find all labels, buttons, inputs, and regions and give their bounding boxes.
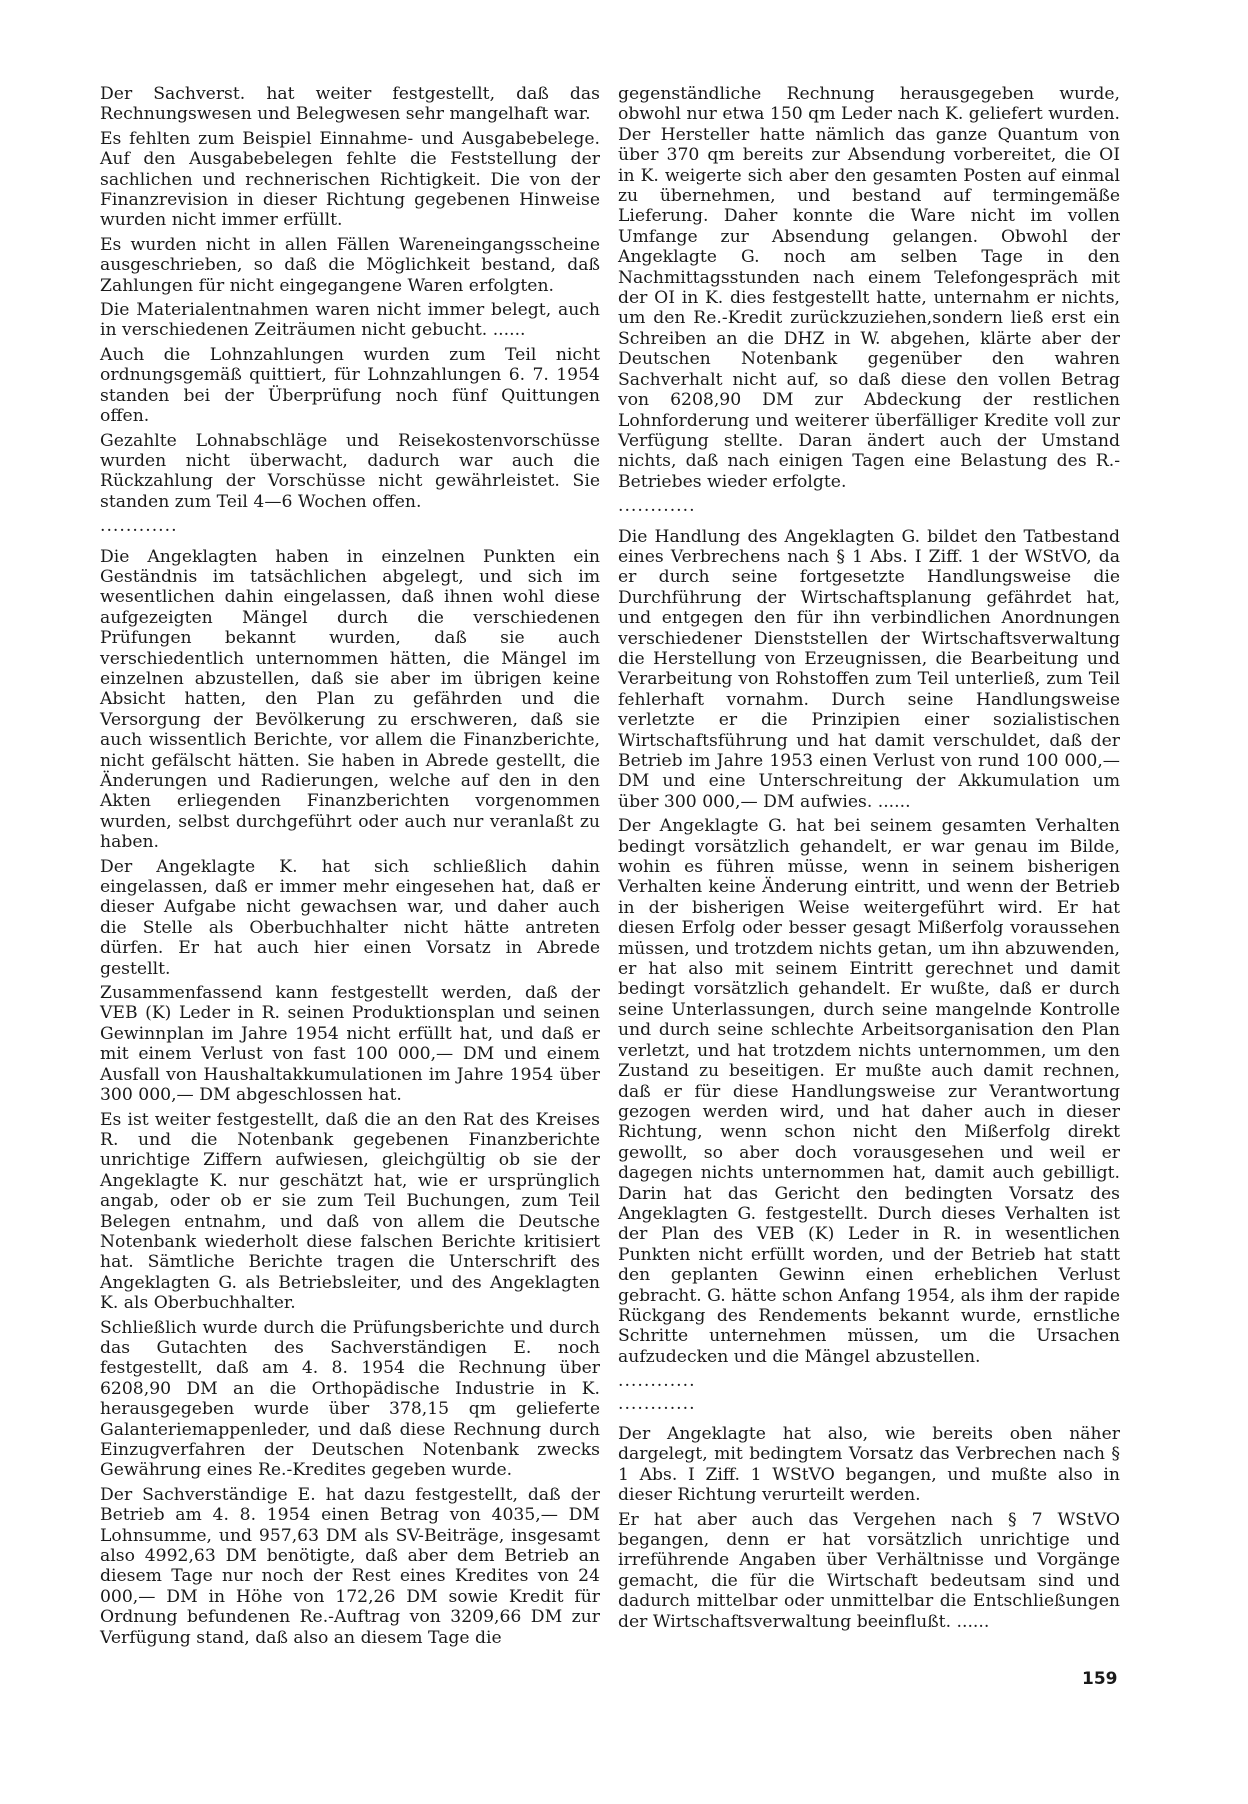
paragraph: Gezahlte Lohnabschläge und Reisekostenvorschüsse wurden nicht überwacht, dadurch war auch die Rückzahlung der Vorschüsse nicht gewährleistet. Sie standen zum Teil 4—6 Wochen offen. <box>100 430 600 512</box>
paragraph: Der Sachverständige E. hat dazu festgestellt, daß der Betrieb am 4. 8. 1954 einen Betrag von 4035,— DM Lohnsumme, und 957,63 DM als SV-Beiträge, insgesamt also 4992,63 DM benötigte, daß aber dem Betrieb an diesem Tage nur noch der Rest eines Kredites von 24 000,— DM in Höhe von 172,26 DM sowie Kredit für Ordnung befundenen Re.-Auftrag von 3209,66 DM zur Verfügung stand, daß also an diesem Tage die <box>100 1484 600 1648</box>
page-number: 159 <box>1082 1669 1118 1689</box>
paragraph: Die Handlung des Angeklagten G. bildet den Tatbestand eines Verbrechens nach § 1 Abs. I Ziff. 1 der WStVO, da er durch seine fortgesetzte Handlungsweise die Durchführung der Wirtschaftsplanung gefährdet hat, und entgegen den für ihn verbindlichen Anordnungen verschiedener Dienststellen der Wirtschaftsverwaltung die Herstellung von Erzeugnissen, die Bearbeitung und Verarbeitung von Rohstoffen zum Teil unterließ, zum Teil fehlerhaft vornahm. Durch seine Handlungsweise verletzte er die Prinzipien einer sozialistischen Wirtschaftsführung und hat damit verschuldet, daß der Betrieb im Jahre 1953 einen Verlust von rund 100 000,— DM und eine Unterschreitung der Akkumulation um über 300 000,— DM aufwies. ...... <box>618 526 1120 812</box>
paragraph: Schließlich wurde durch die Prüfungsberichte und durch das Gutachten des Sachverständigen E. noch festgestellt, daß am 4. 8. 1954 die Rechnung über 6208,90 DM an die Orthopädische Industrie in K. herausgegeben wurde über 378,15 qm gelieferte Galanteriemappenleder, und daß diese Rechnung durch Einzugverfahren der Deutschen Notenbank zwecks Gewährung eines Re.-Kredites gegeben wurde. <box>100 1317 600 1481</box>
paragraph: gegenständliche Rechnung herausgegeben wurde, obwohl nur etwa 150 qm Leder nach K. geliefert wurden. Der Hersteller hatte nämlich das ganze Quantum von über 370 qm bereits zur Absendung vorbereitet, die OI in K. weigerte sich aber den gesamten Posten auf einmal zu übernehmen, und bestand auf termingemäße Lieferung. Daher konnte die Ware nicht im vollen Umfange zur Absendung gelangen. Obwohl der Angeklagte G. noch am selben Tage in den Nachmittagsstunden nach einem Telefongespräch mit der OI in K. dies festgestellt hatte, unternahm er nichts, um den Re.-Kredit zurückzuziehen,sondern ließ erst ein Schreiben an die DHZ in W. abgehen, klärte aber der Deutschen Notenbank gegenüber den wahren Sachverhalt nicht auf, so daß diese den vollen Betrag von 6208,90 DM zur Abdeckung der restlichen Lohnforderung und weiterer überfälliger Kredite voll zur Verfügung stellte. Daran ändert auch der Umstand nichts, daß nach einigen Tagen eine Belastung des R.-Betriebes wieder erfolgte. <box>618 84 1120 492</box>
paragraph: Es fehlten zum Beispiel Einnahme- und Ausgabebelege. Auf den Ausgabebelegen fehlte die Feststellung der sachlichen und rechnerischen Richtigkeit. Die von der Finanzrevision in dieser Richtung gegebenen Hinweise wurden nicht immer erfüllt. <box>100 128 600 231</box>
paragraph: Der Angeklagte hat also, wie bereits oben näher dargelegt, mit bedingtem Vorsatz das Verbrechen nach § 1 Abs. I Ziff. 1 WStVO begangen, und mußte also in dieser Richtung verurteilt werden. <box>618 1424 1120 1506</box>
paragraph: Es ist weiter festgestellt, daß die an den Rat des Kreises R. und die Notenbank gegebenen Finanzberichte unrichtige Ziffern aufwiesen, gleichgültig ob sie der Angeklagte K. nur geschätzt hat, wie er ursprünglich angab, oder ob er sie zum Teil Buchungen, zum Teil Belegen entnahm, und daß von allem die Deutsche Notenbank wiederholt diese falschen Berichte kritisiert hat. Sämtliche Berichte tragen die Unterschrift des Angeklagten G. als Betriebsleiter, und des Angeklagten K. als Oberbuchhalter. <box>100 1109 600 1314</box>
left-column <box>100 84 600 1652</box>
paragraph: Der Sachverst. hat weiter festgestellt, daß das Rechnungswesen und Belegwesen sehr mangelhaft war. <box>100 84 600 125</box>
right-column <box>618 84 1120 1636</box>
paragraph: Es wurden nicht in allen Fällen Wareneingangsscheine ausgeschrieben, so daß die Möglichkeit bestand, daß Zahlungen für nicht eingegangene Waren erfolgten. <box>100 234 600 296</box>
paragraph: Der Angeklagte G. hat bei seinem gesamten Verhalten bedingt vorsätzlich gehandelt, er war genau im Bilde, wohin es führen müsse, wenn in seinem bisherigen Verhalten keine Änderung eintritt, und wenn der Betrieb in der bisherigen Weise weitergeführt wird. Er hat diesen Erfolg oder besser gesagt Mißerfolg voraussehen müssen, und trotzdem nichts getan, um ihn abzuwenden, er hat also mit seinem Eintritt gerechnet und damit bedingt vorsätzlich gehandelt. Er wußte, daß er durch seine Unterlassungen, durch seine mangelnde Kontrolle und durch seine schlechte Arbeitsorganisation den Plan verletzt, und hat trotzdem nichts unternommen, um den Zustand zu beseitigen. Er mußte auch damit rechnen, daß er für diese Handlungsweise zur Verantwortung gezogen werden wird, und hat daher auch in dieser Richtung, wenn schon nicht den Mißerfolg direkt gewollt, so aber doch vorausgesehen und weil er dagegen nichts unternommen hat, damit auch gebilligt. Darin hat das Gericht den bedingten Vorsatz des Angeklagten G. festgestellt. Durch dieses Verhalten ist der Plan des VEB (K) Leder in R. in wesentlichen Punkten nicht erfüllt worden, und der Betrieb hat statt den geplanten Gewinn einen erheblichen Verlust gebracht. G. hätte schon Anfang 1954, als ihm der rapide Rückgang des Rendements bekannt wurde, ernstliche Schritte unternehmen müssen, um die Ursachen aufzudecken und die Mängel abzustellen. <box>618 816 1121 1367</box>
paragraph: Die Materialentnahmen waren nicht immer belegt, auch in verschiedenen Zeiträumen nicht gebucht. ...... <box>100 300 600 341</box>
omission-dots: ............ <box>618 496 696 517</box>
paragraph: Der Angeklagte K. hat sich schließlich dahin eingelassen, daß er immer mehr eingesehen hat, daß er dieser Aufgabe nicht gewachsen war, und daher auch die Stelle als Oberbuchhalter nicht hätte antreten dürfen. Er hat auch hier einen Vorsatz in Abrede gestellt. <box>100 856 600 979</box>
paragraph: Er hat aber auch das Vergehen nach § 7 WStVO begangen, denn er hat vorsätzlich unrichtige und irreführende Angaben über Verhältnisse und Vorgänge gemacht, die für die Wirtschaft bedeutsam sind und dadurch mittelbar oder unmittelbar die Entschließungen der Wirtschaftsverwaltung beeinflußt. ...... <box>618 1509 1120 1632</box>
omission-dots: ............ <box>100 516 178 537</box>
paragraph: Auch die Lohnzahlungen wurden zum Teil nicht ordnungsgemäß quittiert, für Lohnzahlungen 6. 7. 1954 standen bei der Überprüfung noch fünf Quittungen offen. <box>100 344 600 427</box>
paragraph: Die Angeklagten haben in einzelnen Punkten ein Geständnis im tatsächlichen abgelegt, und sich im wesentlichen dahin eingelassen, daß ihnen wohl diese aufgezeigten Mängel durch die verschiedenen Prüfungen bekannt wurden, daß sie auch verschiedentlich unternommen hätten, die Mängel im einzelnen abzustellen, daß sie aber im übrigen keine Absicht hatten, den Plan zu gefährden und die Versorgung der Bevölkerung zu erschweren, daß sie auch wissentlich Berichte, vor allem die Finanzberichte, nicht gefälscht hätten. Sie haben in Abrede gestellt, die Änderungen und Radierungen, welche auf den in den Akten erliegenden Finanzberichten vorgenommen wurden, selbst durchgeführt oder auch nur veranlaßt zu haben. <box>100 546 600 853</box>
paragraph: Zusammenfassend kann festgestellt werden, daß der VEB (K) Leder in R. seinen Produktionsplan und seinen Gewinnplan im Jahre 1954 nicht erfüllt hat, und daß er mit einem Verlust von fast 100 000,— DM und einem Ausfall von Haushaltakkumulationen im Jahre 1954 über 300 000,— DM abgeschlossen hat. <box>100 983 600 1106</box>
omission-dots: ............ <box>618 1371 696 1392</box>
omission-dots: ............ <box>618 1393 696 1414</box>
